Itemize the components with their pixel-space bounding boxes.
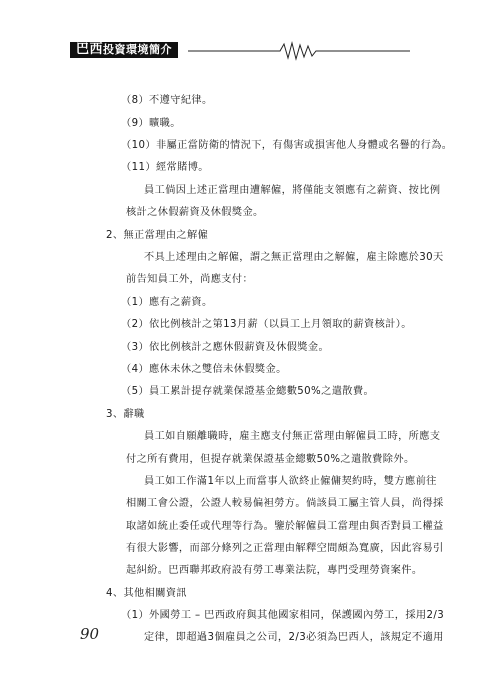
text-line: （1）應有之薪資。: [121, 297, 213, 308]
text-line: （10）非屬正當防衛的情況下，有傷害或損害他人身體或名譽的行為。: [121, 140, 453, 151]
text-line: 核計之休假薪資及休假獎金。: [126, 207, 264, 218]
section-heading: 4、其他相關資訊: [106, 588, 187, 599]
text-line: （9）曠職。: [121, 118, 181, 129]
text-line: 相關工會公證，公證人較易偏袒勞方。倘該員工屬主管人員，尚得採: [126, 498, 444, 509]
page-number: 90: [80, 625, 100, 643]
header-title-first: 巴西: [76, 42, 104, 57]
text-line: 前告知員工外，尚應支付：: [126, 274, 254, 285]
header-title-rest: 投資環境簡介: [103, 43, 173, 56]
text-line: 員工如自願離職時，雇主應支付無正當理由解僱員工時，所應支: [144, 431, 441, 442]
text-line: （1）外國勞工 – 巴西政府與其他國家相同，保護國內勞工，採用2/3: [121, 610, 445, 621]
running-header: [70, 40, 410, 62]
header-title: [70, 42, 178, 58]
text-line: 員工如工作滿1年以上而當事人欲終止僱傭契約時，雙方應前往: [144, 476, 437, 487]
text-line: 付之所有費用，但提存就業保證基金總數50%之遣散費除外。: [126, 454, 415, 465]
text-line: 不具上述理由之解僱，謂之無正當理由之解僱，雇主除應於30天: [144, 252, 444, 263]
text-line: （3）依比例核計之應休假薪資及休假獎金。: [121, 342, 330, 353]
text-line: 定律，即超過3個雇員之公司，2/3必須為巴西人，該規定不適用: [144, 632, 444, 643]
section-heading: 2、無正當理由之解僱: [106, 230, 209, 241]
text-line: （11）經常賭博。: [121, 162, 209, 173]
text-line: 有很大影響，而部分條列之正當理由解釋空間頗為寬廣，因此容易引: [126, 543, 444, 554]
text-line: 起糾紛。巴西聯邦政府設有勞工專業法院，專門受理勞資案件。: [126, 565, 423, 576]
text-line: 取諸如統止委任或代理等行為。鑒於解僱員工當理由與否對員工權益: [126, 521, 444, 532]
section-heading: 3、辭職: [106, 409, 145, 420]
text-line: 員工倘因上述正當理由遭解僱，將僅能支領應有之薪資、按比例: [144, 185, 441, 196]
text-line: （8）不遵守紀律。: [121, 95, 213, 106]
text-line: （2）依比例核計之第13月薪（以員工上月領取的薪資核計）。: [121, 319, 412, 330]
text-line: （4）應休未休之雙倍未休假獎金。: [121, 364, 287, 375]
text-line: （5）員工累計提存就業保證基金總數50%之遣散費。: [121, 386, 375, 397]
heartbeat-line-icon: [188, 40, 410, 62]
